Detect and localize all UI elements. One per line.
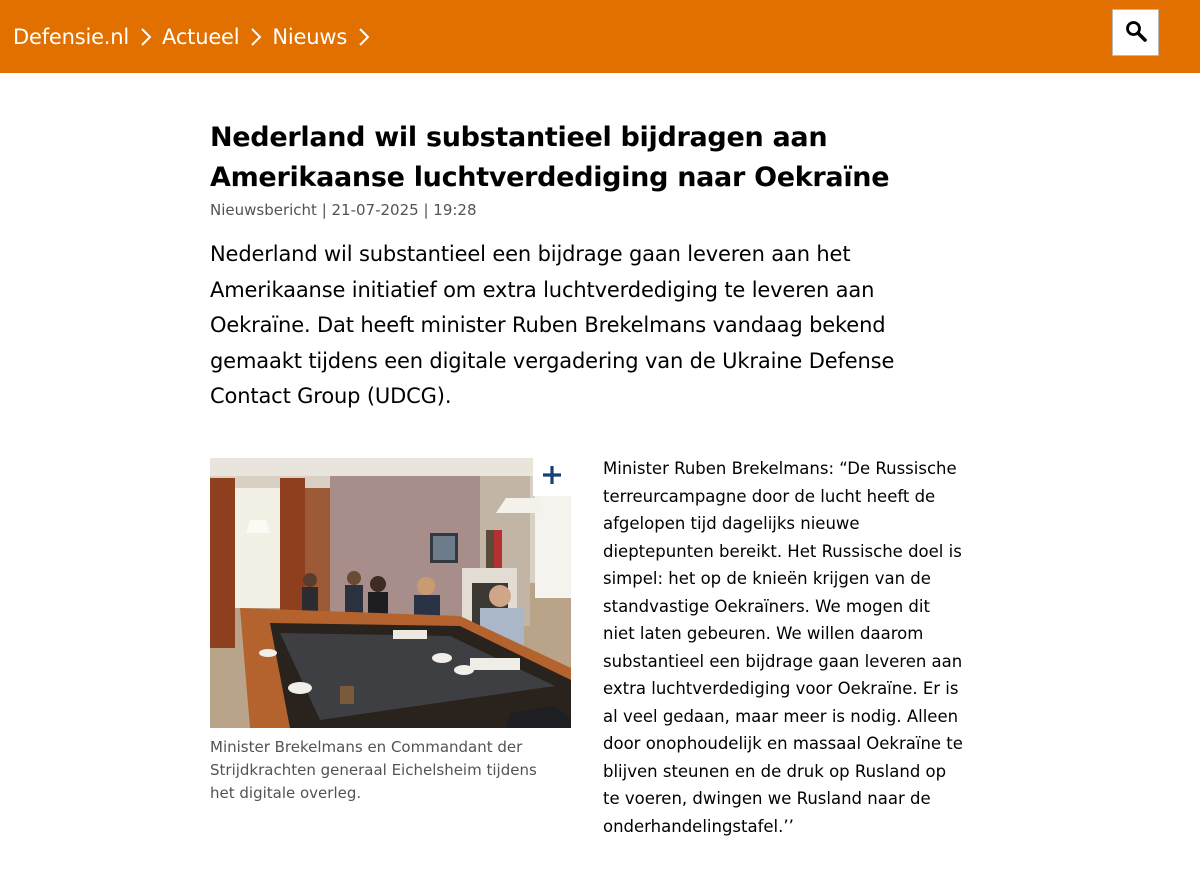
chevron-right-icon (357, 27, 371, 47)
chevron-right-icon (249, 27, 263, 47)
chevron-right-icon (139, 27, 153, 47)
meeting-photo-illustration (210, 458, 571, 728)
article-lead: Nederland wil substantieel een bijdrage gaan leveren aan het Amerikaanse initiatief om extra luchtverdediging te leveren aan Oekraïne. Dat heeft minister Ruben Brekelmans vandaag bekend gemaakt tijdens een digitale vergadering van de Ukraine Defense Contact Group (UDCG). (210, 242, 895, 408)
article-title: Nederland wil substantieel bijdragen aan Amerikaanse luchtverdediging naar Oekraïne (210, 122, 890, 193)
photo-caption: Minister Brekelmans en Commandant der Strijdkrachten generaal Eichelsheim tijdens het digitale overleg. (210, 738, 537, 802)
article-meta: Nieuwsbericht | 21-07-2025 | 19:28 (210, 201, 477, 219)
plus-icon (541, 464, 563, 490)
article (210, 118, 970, 436)
breadcrumb-actueel[interactable]: Actueel (162, 24, 240, 49)
article-photo[interactable] (210, 458, 571, 728)
breadcrumb-defensie[interactable]: Defensie.nl (13, 24, 130, 49)
expand-image-button[interactable] (533, 458, 571, 496)
article-figure (210, 458, 571, 805)
breadcrumb-nieuws[interactable]: Nieuws (272, 24, 348, 49)
site-header (0, 0, 1200, 73)
search-button[interactable] (1112, 9, 1159, 56)
article-quote: Minister Ruben Brekelmans: “De Russische terreurcampagne door de lucht heeft de afgelopen tijd dagelijks nieuwe dieptepunten bereikt. Het Russische doel is simpel: het op de knieën krijgen van de standvastige Oekraïners. We mogen dit niet laten gebeuren. We willen daarom substantieel een bijdrage gaan leveren aan extra luchtverdediging voor Oekraïne. Er is al veel gedaan, maar meer is nodig. Alleen door onophoudelijk en massaal Oekraïne te blijven steunen en de druk op Rusland op te voeren, dwingen we Rusland naar de onderhandelingstafel.’’ (603, 459, 963, 836)
breadcrumb (13, 0, 380, 73)
search-icon (1125, 20, 1147, 46)
